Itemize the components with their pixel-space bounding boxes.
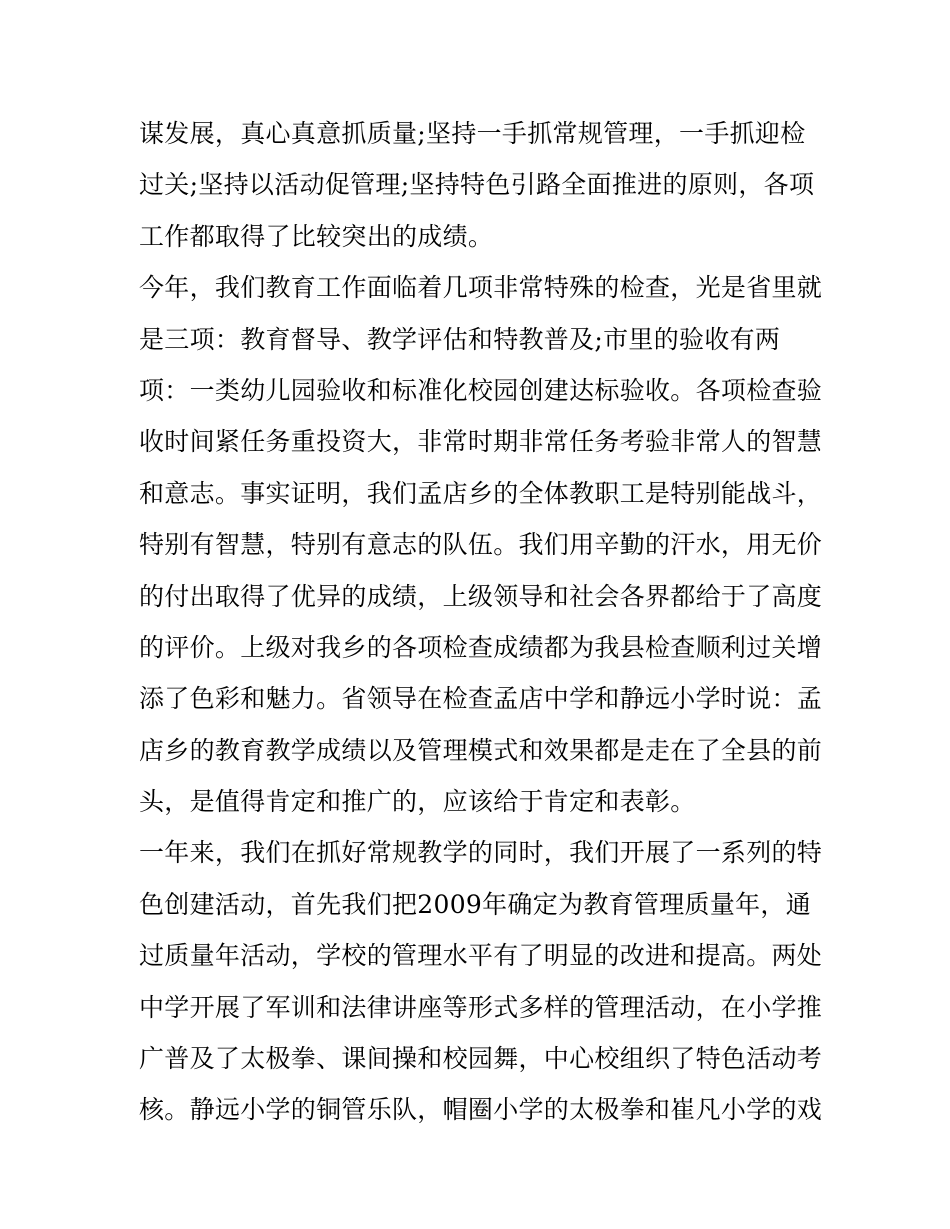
text-line: 今年，我们教育工作面临着几项非常特殊的检查，光是省里就 [139,273,823,303]
text-line: 过质量年活动，学校的管理水平有了明显的改进和提高。两处 [139,941,823,971]
text-line: 色创建活动，首先我们把2009年确定为教育管理质量年，通 [139,889,812,919]
text-line: 核。静远小学的铜管乐队，帽圈小学的太极拳和崔凡小学的戏 [139,1095,823,1125]
text-line: 一年来，我们在抓好常规教学的同时，我们开展了一系列的特 [139,838,823,868]
text-line: 头，是值得肯定和推广的，应该给于肯定和表彰。 [139,787,696,817]
text-line: 谋发展，真心真意抓质量;坚持一手抓常规管理，一手抓迎检 [139,119,806,148]
text-line: 的付出取得了优异的成绩，上级领导和社会各界都给于了高度 [139,581,823,611]
text-line: 和意志。事实证明，我们孟店乡的全体教职工是特别能战斗， [139,478,823,508]
text-line: 中学开展了军训和法律讲座等形式多样的管理活动，在小学推 [139,992,823,1022]
text-line: 添了色彩和魅力。省领导在检查孟店中学和静远小学时说：孟 [139,684,823,714]
text-line: 店乡的教育教学成绩以及管理模式和效果都是走在了全县的前 [139,735,823,765]
document-body [139,108,823,1136]
text-line: 的评价。上级对我乡的各项检查成绩都为我县检查顺利过关增 [139,632,823,662]
text-line: 广普及了太极拳、课间操和校园舞，中心校组织了特色活动考 [139,1044,823,1074]
text-line: 收时间紧任务重投资大，非常时期非常任务考验非常人的智慧 [139,427,823,457]
text-line: 过关;坚持以活动促管理;坚持特色引路全面推进的原则，各项 [139,170,815,200]
text-line: 工作都取得了比较突出的成绩。 [139,221,494,251]
text-line: 项：一类幼儿园验收和标准化校园创建达标验收。各项检查验 [139,375,823,405]
text-line: 是三项：教育督导、教学评估和特教普及;市里的验收有两 [139,324,781,354]
text-line: 特别有智慧，特别有意志的队伍。我们用辛勤的汗水，用无价 [139,530,823,560]
